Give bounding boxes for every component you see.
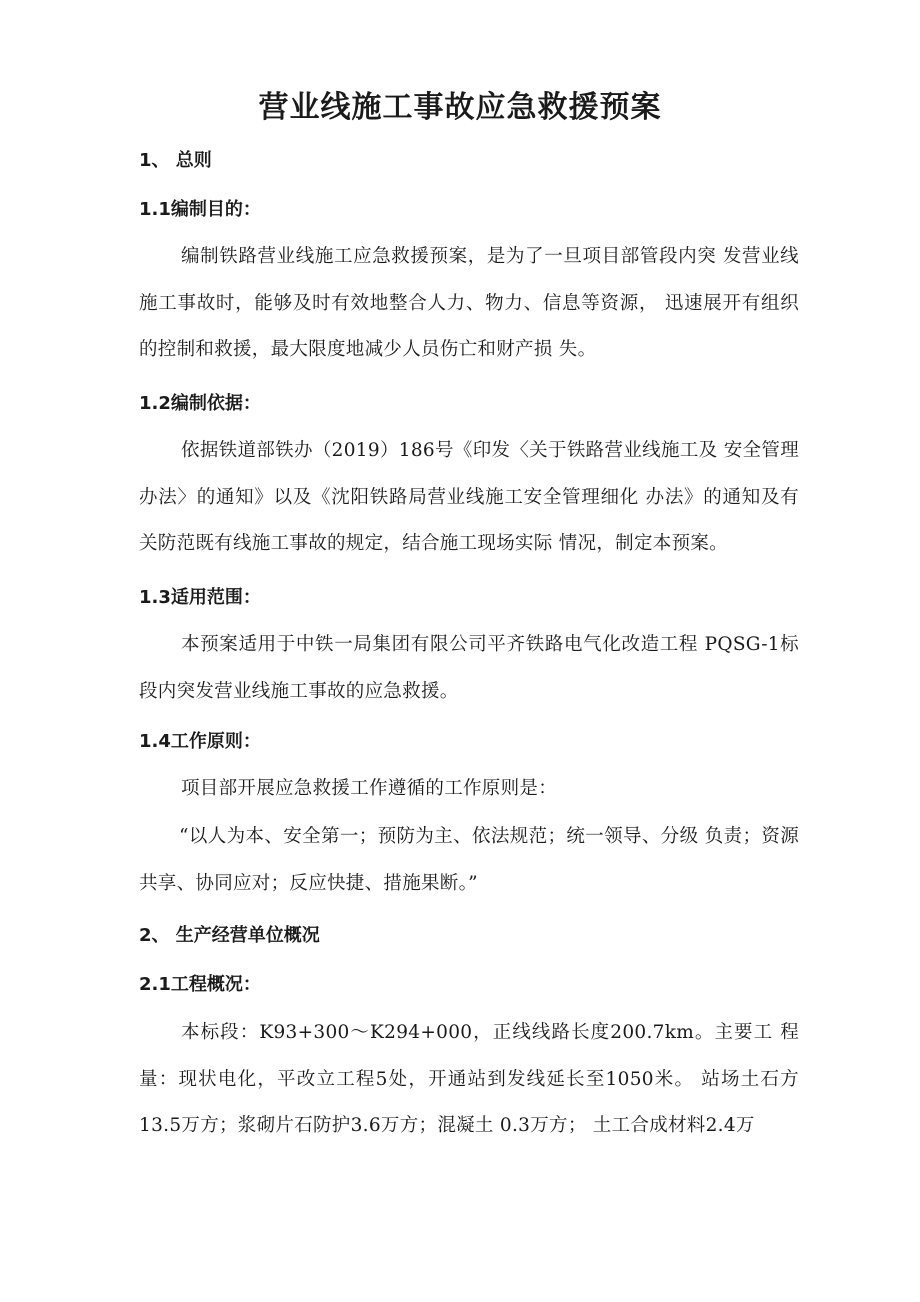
paragraph-basis: 依据铁道部铁办（2019）186号《印发〈关于铁路营业线施工及 安全管理办法〉的通知》以及《沈阳铁路局营业线施工安全管理细化 办法》的通知及有关防范既有线施工事故的规定，结合施工现场实际 情况，制定本预案。 <box>139 440 799 554</box>
paragraph-principles-quote: “以人为本、安全第一；预防为主、依法规范；统一领导、分级 负责；资源共享、协同应对；反应快捷、措施果断。” <box>139 826 799 894</box>
section-heading-project-overview: 2.1工程概况： <box>139 974 261 995</box>
section-heading-purpose: 1.1编制目的： <box>139 199 261 220</box>
section-heading-unit-overview: 2、 生产经营单位概况 <box>139 925 320 946</box>
section-heading-basis: 1.2编制依据： <box>139 393 261 414</box>
document-title: 营业线施工事故应急救援预案 <box>258 90 662 125</box>
paragraph-scope: 本预案适用于中铁一局集团有限公司平齐铁路电气化改造工程 PQSG-1标段内突发营业线施工事故的应急救援。 <box>139 634 799 702</box>
section-heading-scope: 1.3适用范围： <box>139 587 261 608</box>
section-heading-principles: 1.4工作原则： <box>139 731 261 752</box>
paragraph-purpose: 编制铁路营业线施工应急救援预案，是为了一旦项目部管段内突 发营业线施工事故时，能够及时有效地整合人力、物力、信息等资源， 迅速展开有组织的控制和救援，最大限度地减少人员伤亡和财产损 失。 <box>139 246 799 360</box>
paragraph-project-overview: 本标段：K93+300〜K294+000，正线线路长度200.7km。主要工 程量：现状电化，平改立工程5处，开通站到发线延长至1050米。 站场土石方13.5万方；浆砌片石防护3.6万方；混凝土 0.3万方； 土工合成材料2.4万 <box>139 1022 799 1136</box>
paragraph-principles-intro: 项目部开展应急救援工作遵循的工作原则是： <box>181 778 558 799</box>
section-heading-general: 1、 总则 <box>139 150 212 171</box>
